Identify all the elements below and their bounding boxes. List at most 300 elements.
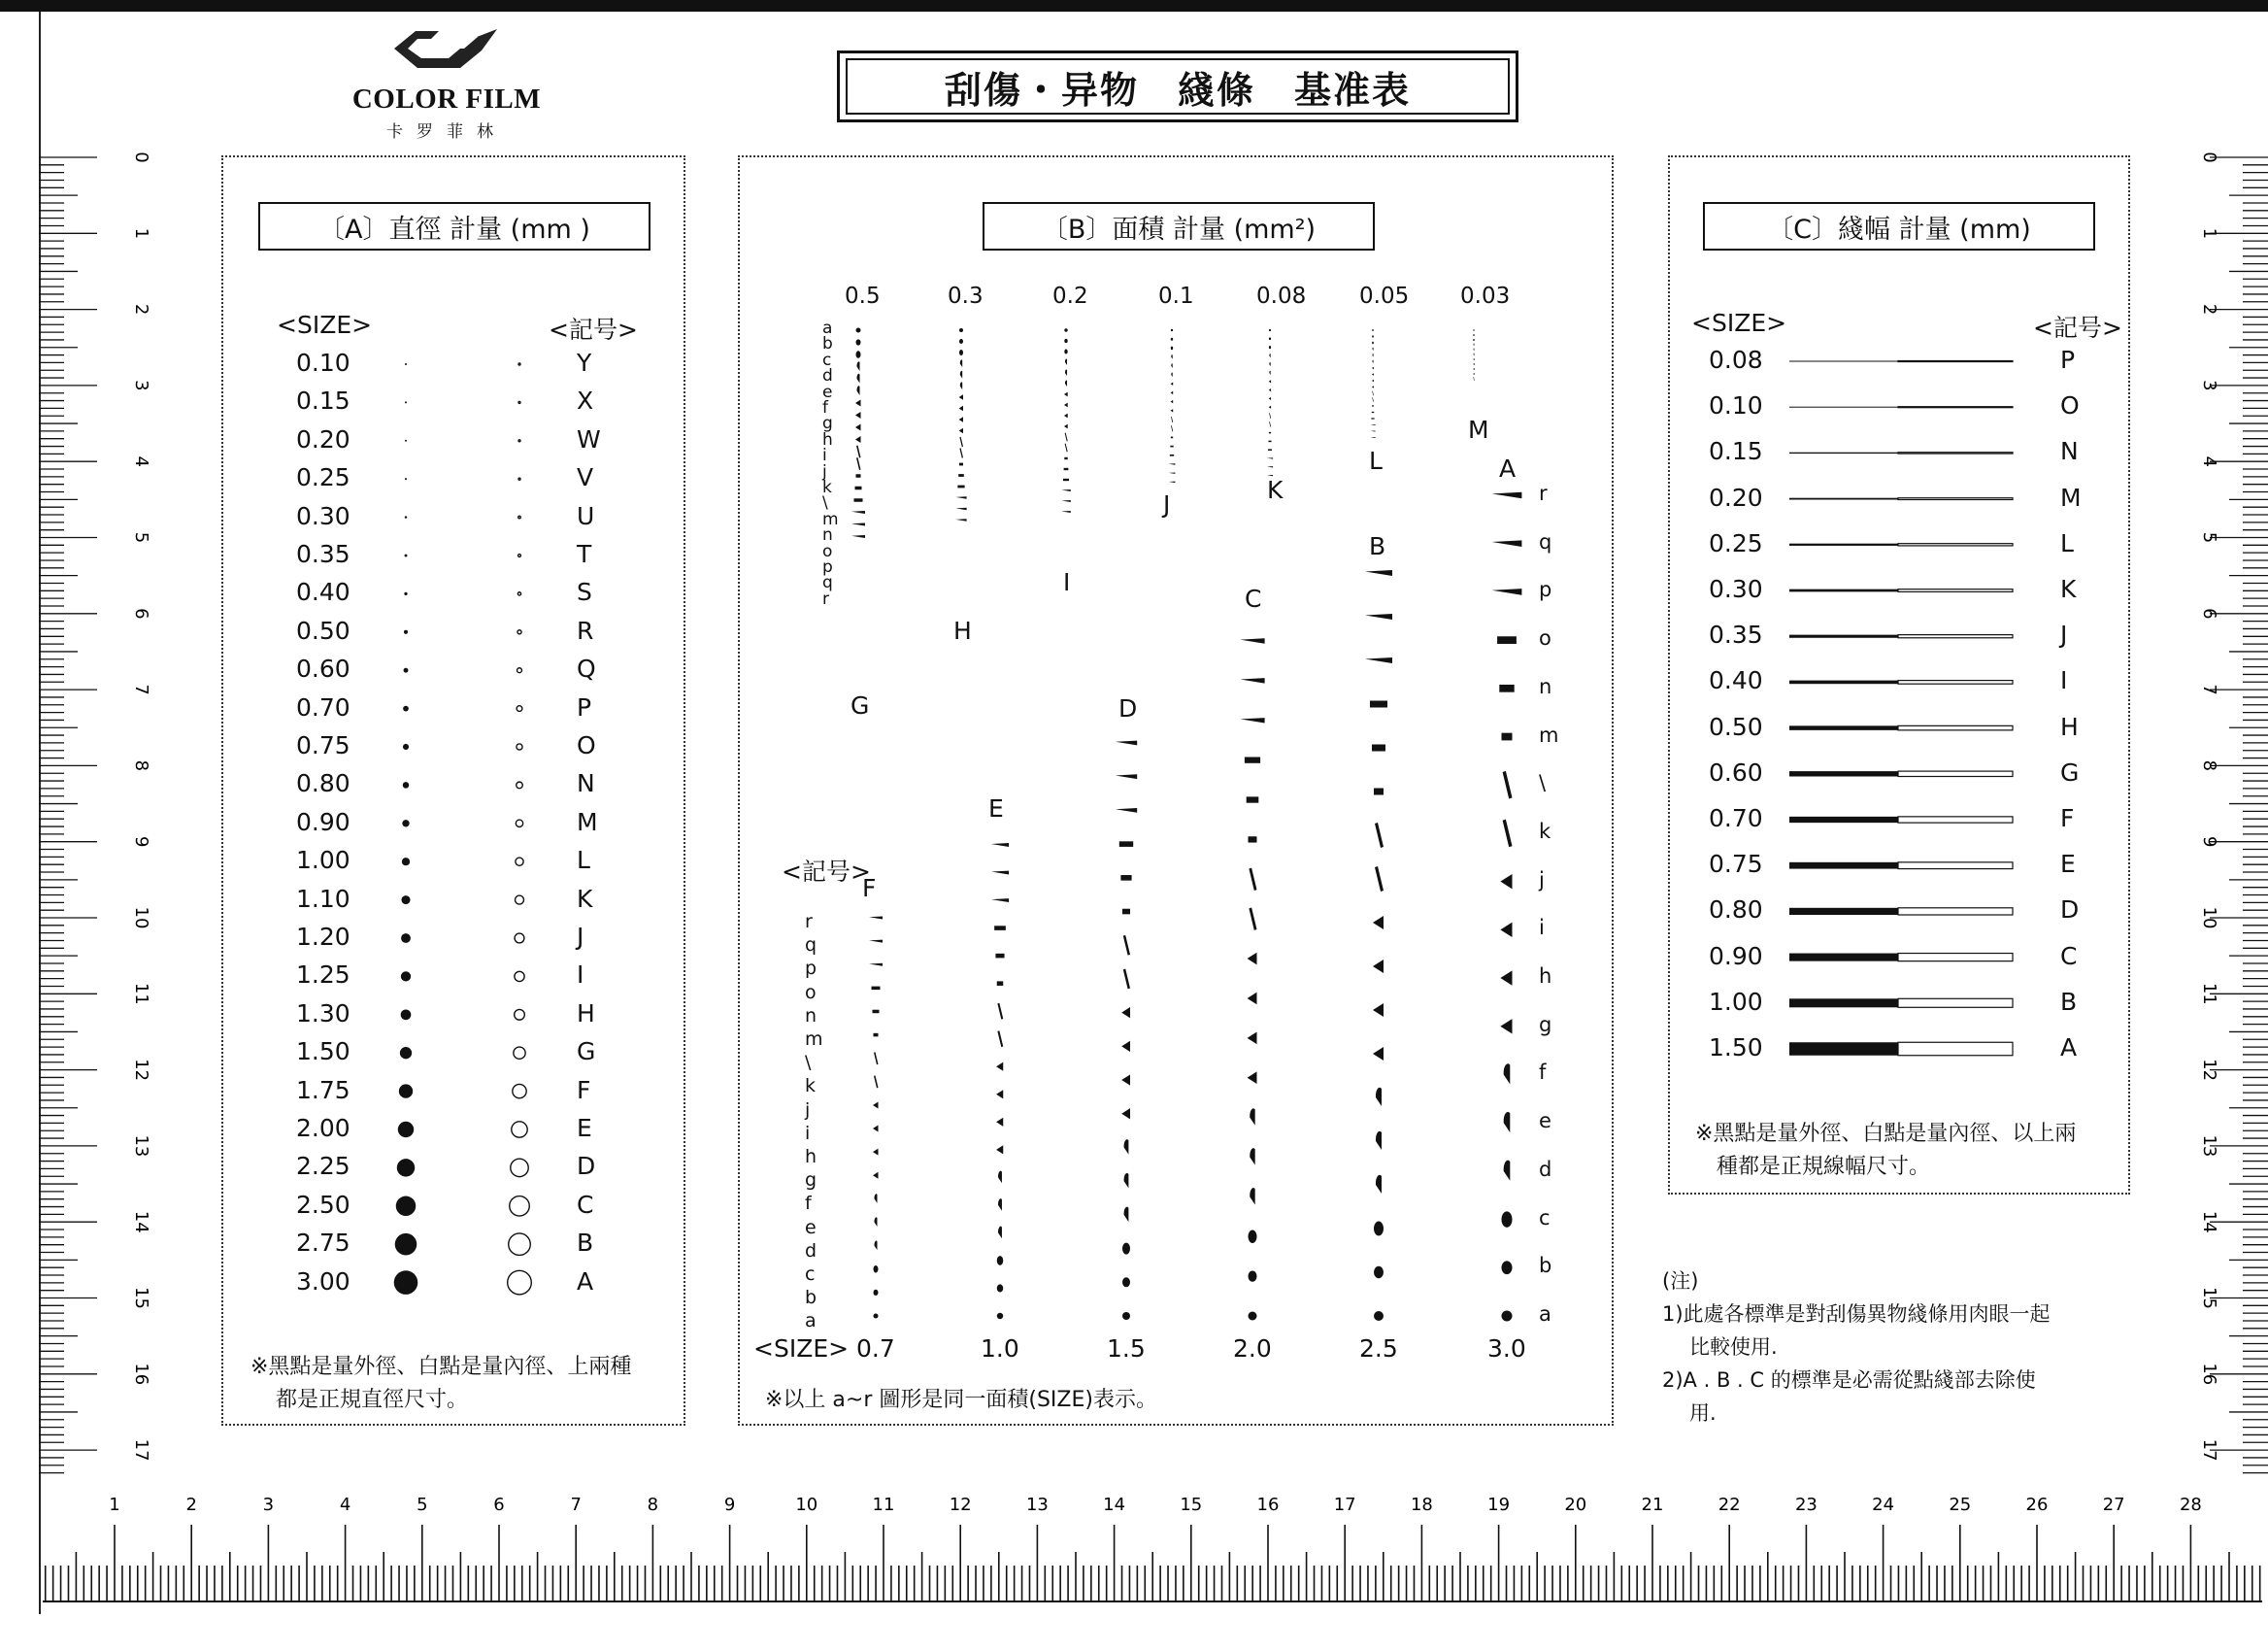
area-shape [873, 1126, 879, 1132]
area-shape [1123, 935, 1130, 956]
black-dot [401, 971, 411, 981]
size-value-label: 3.0 [1487, 1334, 1526, 1363]
black-dot [404, 592, 407, 595]
ruler-number: 16 [1256, 1495, 1280, 1515]
area-shape [994, 926, 1006, 930]
area-shape [998, 1198, 1002, 1211]
area-shape [1373, 1047, 1384, 1061]
panel-c-code-value: K [2060, 575, 2077, 603]
area-shape [1249, 1270, 1257, 1281]
panel-b-code-label: <記号> [782, 858, 871, 886]
area-shape [874, 1075, 879, 1088]
area-shape [1248, 1032, 1257, 1045]
area-shape [1240, 718, 1264, 723]
black-line [1789, 771, 1898, 776]
area-shape [1372, 329, 1374, 331]
white-line [1898, 453, 2013, 454]
area-shape [1269, 388, 1271, 391]
area-value-label: 0.05 [1359, 284, 1410, 309]
area-shape [959, 394, 963, 400]
panel-a-code-value: B [577, 1229, 594, 1258]
panel-c-code-value: J [2060, 621, 2068, 650]
shape-letter: c [805, 1264, 816, 1285]
area-shape [1171, 383, 1174, 386]
area-shape [1171, 437, 1173, 439]
ruler-number: 10 [795, 1495, 818, 1515]
area-shape [1171, 391, 1174, 394]
area-shape [1492, 589, 1522, 595]
panel-a-code-value: E [577, 1114, 592, 1142]
white-line [1898, 635, 2013, 638]
ruler-number: 17 [1333, 1495, 1356, 1515]
area-shape [869, 917, 883, 920]
area-shape [1240, 638, 1264, 643]
area-shape [1250, 1108, 1254, 1125]
area-shape [1269, 337, 1271, 340]
ruler-number: 9 [2199, 835, 2219, 848]
ruler-number: 4 [339, 1495, 351, 1515]
top-edge-bar [0, 0, 2268, 12]
area-shape [873, 1149, 879, 1156]
panel-a-code-value: Q [577, 655, 596, 684]
area-shape [1124, 1139, 1129, 1154]
panel-c-code-value: M [2060, 483, 2082, 512]
area-shape [1064, 424, 1068, 429]
area-shape [855, 412, 861, 419]
area-shape [1171, 354, 1172, 359]
shape-letter: f [822, 398, 828, 418]
area-shape [1503, 771, 1513, 799]
area-shape [1373, 916, 1384, 929]
shape-letter: j [1539, 867, 1545, 892]
area-shape [1502, 1261, 1513, 1274]
area-shape [1248, 993, 1257, 1005]
white-dot [517, 592, 520, 595]
area-shape [1492, 492, 1522, 499]
area-shape [1245, 757, 1260, 762]
white-dot [518, 516, 520, 518]
area-shape [1375, 823, 1384, 848]
area-shape [1473, 339, 1475, 341]
shape-letter: p [1539, 578, 1552, 602]
ruler-number: 14 [2199, 1210, 2219, 1233]
black-dot [401, 895, 410, 904]
area-shape [1269, 413, 1271, 419]
panel-a-size-value: 0.10 [296, 349, 350, 377]
shape-letter: d [822, 366, 833, 387]
area-shape [856, 351, 861, 358]
bottom-ruler [0, 1481, 2268, 1602]
shape-letter: g [822, 414, 833, 434]
shape-letter: d [1539, 1157, 1552, 1181]
area-shape [1372, 373, 1374, 376]
panel-a-heading: 〔A〕直徑 計量 (mm ) [258, 202, 650, 251]
size-value-label: 1.5 [1107, 1334, 1146, 1363]
white-line [1898, 498, 2013, 500]
ruler-number: 0 [2199, 152, 2219, 163]
black-dot [405, 516, 407, 518]
white-line [1898, 771, 2013, 776]
area-shape [1249, 907, 1256, 929]
black-line [1789, 635, 1898, 638]
black-line [1789, 908, 1898, 915]
panel-a-size-value: 1.25 [296, 960, 350, 990]
area-shape [1064, 457, 1067, 459]
area-shape [855, 400, 861, 407]
shape-letter: m [805, 1028, 823, 1050]
area-shape [959, 437, 963, 447]
ruler-number: 5 [2199, 531, 2219, 544]
area-shape [1500, 874, 1512, 889]
ruler-number: 18 [1410, 1495, 1433, 1515]
area-shape [1249, 836, 1257, 842]
area-shape [959, 339, 963, 344]
panel-c-size-value: 0.20 [1709, 483, 1763, 512]
panel-c-code-value: E [2060, 850, 2076, 879]
area-shape [995, 954, 1004, 959]
black-line [1789, 817, 1898, 823]
panel-a-code-value: J [577, 923, 584, 951]
ruler-number: 17 [131, 1438, 151, 1462]
group-code-label: L [1369, 447, 1383, 475]
white-line [1898, 725, 2013, 730]
area-shape [1372, 367, 1374, 370]
black-line [1789, 725, 1898, 730]
area-shape [1500, 970, 1512, 985]
black-dot [395, 1233, 417, 1256]
panel-c-code-value: I [2060, 666, 2068, 695]
area-shape [1169, 463, 1176, 464]
black-dot [399, 1084, 413, 1097]
area-shape [1122, 1277, 1130, 1287]
ruler-number: 13 [1025, 1495, 1049, 1515]
panel-c-code-value: F [2060, 804, 2075, 832]
ruler-number: 14 [1103, 1495, 1126, 1515]
area-shape [1370, 437, 1375, 438]
area-shape [855, 436, 861, 443]
area-shape [1500, 1019, 1512, 1033]
area-shape [1372, 745, 1385, 752]
area-shape [1269, 406, 1271, 409]
area-shape [996, 1118, 1003, 1127]
area-shape [869, 940, 883, 943]
ruler-number: 25 [1949, 1495, 1972, 1515]
black-dot [405, 478, 407, 480]
panel-c-note-1: ※黑點是量外徑、白點是量內徑、以上兩 [1695, 1122, 2077, 1146]
area-shape [1240, 678, 1264, 683]
ruler-number: 10 [131, 906, 151, 929]
panel-a-code-value: V [577, 463, 594, 492]
area-shape [1064, 468, 1069, 470]
group-code-label: G [850, 691, 870, 720]
group-code-label: M [1468, 416, 1489, 444]
area-shape [959, 406, 963, 412]
area-shape [1499, 685, 1514, 692]
ruler-number: 11 [131, 982, 151, 1005]
ruler-number: 27 [2102, 1495, 2125, 1515]
area-shape [997, 1003, 1003, 1020]
area-shape [856, 457, 861, 470]
panel-a-code-value: N [577, 769, 595, 798]
ruler-number: 3 [131, 380, 151, 391]
panel-a-size-value: 0.90 [296, 807, 350, 836]
shape-letter: o [805, 981, 817, 1003]
area-shape [1064, 392, 1068, 397]
shape-letter: q [1539, 529, 1552, 554]
area-value-label: 0.03 [1460, 284, 1511, 309]
panel-a-code-value: L [577, 846, 590, 875]
panel-a-size-value: 0.25 [296, 463, 350, 492]
panel-a-size-value: 0.70 [296, 692, 350, 722]
black-dot [404, 668, 409, 673]
area-shape [1269, 354, 1270, 357]
shape-letter: o [822, 541, 833, 561]
shape-letter: k [1539, 819, 1551, 843]
white-dot [509, 1233, 531, 1256]
ruler-number: 3 [2199, 380, 2219, 391]
panel-c-size-value: 1.50 [1709, 1033, 1763, 1061]
shape-letter: b [805, 1287, 817, 1309]
area-shape [1502, 1211, 1513, 1228]
panel-a-size-value: 3.00 [296, 1266, 350, 1296]
shape-letter: g [1539, 1012, 1552, 1036]
shape-letter: c [822, 350, 832, 370]
black-line [1789, 544, 1898, 546]
panel-a-code-value: I [577, 960, 584, 990]
black-line [1789, 361, 1898, 362]
ruler-number: 12 [131, 1059, 151, 1082]
area-shape [1065, 433, 1068, 442]
ruler-number: 3 [262, 1495, 275, 1515]
area-shape [1365, 657, 1392, 663]
area-shape [1063, 479, 1069, 481]
shape-letter: p [822, 557, 833, 577]
area-shape [874, 1217, 877, 1227]
black-dot [402, 858, 410, 865]
area-shape [1170, 446, 1173, 448]
white-line [1898, 998, 2013, 1007]
white-dot [513, 1084, 526, 1097]
area-shape [991, 843, 1009, 847]
area-shape [1473, 358, 1475, 360]
area-shape [1171, 409, 1174, 412]
group-code-label: K [1267, 476, 1284, 504]
area-shape [1249, 1312, 1257, 1321]
panel-a-code-value: M [577, 807, 598, 836]
remarks-block [1662, 1264, 2051, 1430]
panel-a-size-value: 0.30 [296, 501, 350, 530]
white-dot [510, 1196, 530, 1217]
area-shape [960, 371, 962, 379]
area-shape [855, 487, 862, 490]
size-value-label: 1.0 [981, 1334, 1019, 1363]
panel-a-code-value: T [577, 540, 592, 568]
area-shape [856, 361, 859, 371]
ruler-number: 12 [949, 1495, 972, 1515]
shape-letter: b [822, 334, 833, 354]
area-shape [855, 424, 861, 431]
white-dot [515, 971, 524, 981]
panel-c-size-value: 0.30 [1709, 575, 1763, 603]
group-code-label: I [1063, 568, 1071, 596]
logo-name: COLOR FILM [351, 84, 542, 115]
white-dot [514, 1047, 525, 1059]
white-dot [512, 1122, 527, 1137]
black-dot [404, 630, 408, 634]
area-shape [1120, 875, 1131, 881]
area-shape [959, 328, 963, 332]
white-dot [517, 744, 522, 750]
area-shape [1370, 701, 1387, 708]
area-shape [1372, 397, 1374, 402]
ruler-number: 7 [131, 684, 151, 695]
area-shape [997, 1313, 1004, 1320]
area-shape [1269, 380, 1271, 383]
shape-letter: o [1539, 626, 1551, 651]
shape-letter: r [1539, 482, 1548, 505]
panel-a-size-value: 2.50 [296, 1190, 350, 1219]
area-shape [856, 328, 861, 333]
white-line [1898, 407, 2013, 408]
panel-c-size-value: 1.00 [1709, 987, 1763, 1016]
black-line [1789, 590, 1898, 592]
left-ruler [39, 136, 155, 1476]
ruler-number: 15 [131, 1287, 151, 1309]
area-shape [1365, 570, 1392, 576]
shape-letter: k [822, 478, 832, 497]
panel-c-code-value: O [2060, 391, 2080, 421]
ruler-number: 23 [1794, 1495, 1818, 1515]
ruler-number: 4 [2199, 455, 2219, 467]
area-shape [1375, 866, 1384, 892]
white-dot [515, 933, 524, 943]
ruler-number: 13 [131, 1134, 151, 1158]
area-shape [1122, 1243, 1130, 1255]
shape-letter: n [805, 1004, 817, 1027]
area-shape [1249, 1230, 1257, 1243]
ruler-number: 22 [1718, 1495, 1741, 1515]
area-shape [1370, 424, 1375, 425]
area-shape [960, 359, 962, 367]
black-dot [405, 555, 408, 557]
shape-letter: f [1539, 1061, 1547, 1085]
shape-letter: d [805, 1239, 817, 1262]
panel-a-code-value: H [577, 998, 595, 1028]
area-value-label: 0.3 [948, 284, 984, 309]
group-code-label: F [862, 874, 877, 902]
area-shape [1248, 1071, 1257, 1084]
area-shape [1473, 363, 1475, 365]
panel-c-size-value: 0.70 [1709, 804, 1763, 832]
ruler-number: 6 [493, 1495, 505, 1515]
area-shape [1171, 400, 1174, 403]
black-dot [400, 1047, 412, 1059]
shape-letter: j [822, 461, 827, 482]
ruler-number: 0 [131, 152, 151, 163]
ruler-number: 20 [1564, 1495, 1587, 1515]
panel-a-dots [221, 340, 682, 1311]
shape-letter: e [1539, 1109, 1551, 1133]
ruler-number: 14 [131, 1210, 151, 1233]
area-shape [1492, 540, 1522, 547]
panel-a-size-value: 0.40 [296, 578, 350, 607]
ruler-number: 7 [2199, 684, 2219, 695]
area-shape [1267, 466, 1273, 467]
area-shape [959, 463, 963, 466]
white-dot [517, 630, 521, 634]
panel-a-code-value: S [577, 578, 592, 607]
shape-letter: m [1539, 723, 1559, 747]
area-shape [1269, 371, 1270, 375]
group-code-label: C [1245, 585, 1262, 613]
area-shape [874, 1194, 877, 1203]
ruler-number: 7 [570, 1495, 582, 1515]
panel-c-size-value: 0.08 [1709, 346, 1763, 374]
ruler-number: 4 [131, 455, 151, 467]
area-shape [1061, 500, 1071, 502]
area-shape [873, 1010, 880, 1014]
ruler-number: 16 [131, 1363, 151, 1386]
white-dot [515, 1009, 525, 1020]
area-value-label: 0.1 [1158, 284, 1194, 309]
area-shape [1497, 636, 1517, 644]
black-dot [401, 933, 411, 943]
black-line [1789, 681, 1898, 685]
area-shape [1121, 1108, 1130, 1119]
remarks-line-1b: 比較使用. [1689, 1335, 1778, 1359]
area-shape [1065, 444, 1068, 453]
shape-letter: k [805, 1075, 817, 1097]
area-shape [1502, 1311, 1513, 1322]
area-shape [1504, 1112, 1511, 1132]
panel-c-code-value: P [2060, 346, 2076, 374]
panel-a-code-value: K [577, 884, 593, 913]
area-shape [1502, 733, 1513, 741]
ruler-number: 5 [417, 1495, 428, 1515]
black-line [1789, 1042, 1898, 1056]
area-shape [1370, 430, 1375, 431]
panel-a-code-value: P [577, 692, 592, 722]
shape-letter: h [805, 1146, 817, 1167]
white-line [1898, 908, 2013, 915]
black-line [1789, 998, 1898, 1007]
area-shape [1267, 475, 1273, 476]
shape-letter: p [805, 958, 817, 980]
area-shape [856, 374, 859, 384]
area-shape [1374, 789, 1384, 795]
area-shape [1372, 342, 1374, 345]
shape-letter: q [822, 573, 833, 593]
panel-a-size-value: 0.60 [296, 655, 350, 684]
shape-letter: b [1539, 1254, 1552, 1278]
shape-letter: i [805, 1122, 811, 1144]
shape-letter: \ [822, 493, 828, 514]
white-dot [517, 668, 522, 673]
remarks-line-1: 1)此處各標準是對刮傷異物綫條用肉眼一起 [1662, 1302, 2051, 1326]
area-shape [1376, 1131, 1382, 1150]
area-shape [997, 981, 1004, 986]
area-shape [1268, 449, 1272, 451]
panel-a-size-value: 0.20 [296, 424, 350, 454]
area-shape [1116, 741, 1137, 746]
black-dot [402, 820, 409, 826]
ruler-number: 5 [131, 531, 151, 544]
black-dot [403, 706, 409, 712]
panel-a-size-value: 0.50 [296, 616, 350, 645]
area-value-label: 0.5 [845, 284, 881, 309]
area-shape [1124, 1207, 1129, 1222]
area-shape [1473, 329, 1475, 331]
